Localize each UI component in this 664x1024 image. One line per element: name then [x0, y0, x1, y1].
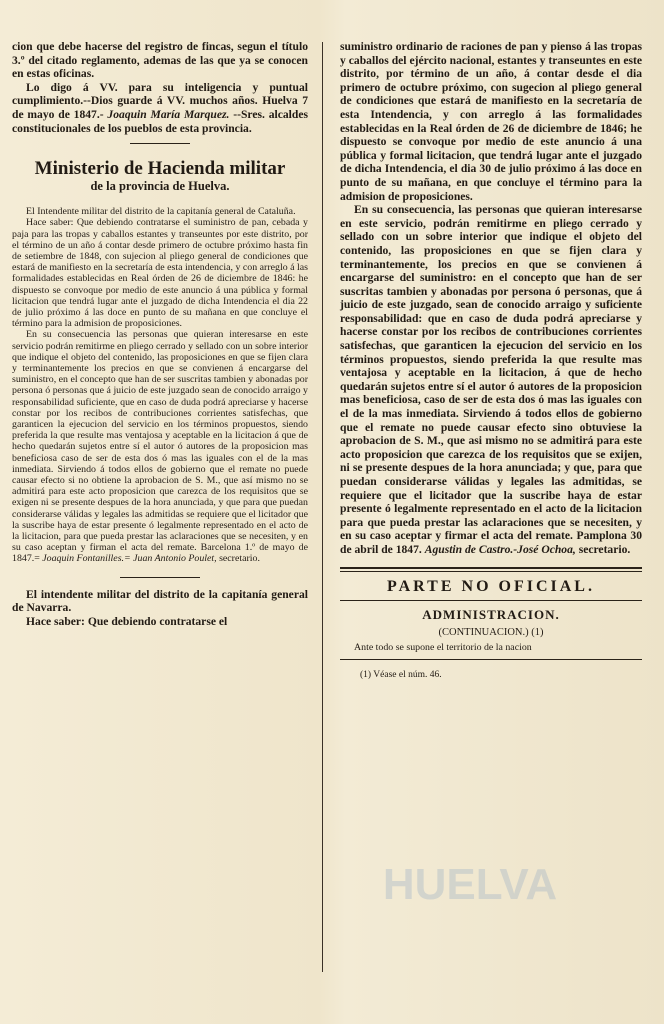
paragraph-consecuencia-1 [12, 329, 308, 564]
paragraph-digo [12, 81, 308, 135]
paragraph-digo-text: Lo digo á VV. para su inteligencia y puntual cumplimiento.--Dios guarde á VV. muchos años. Huelva 7 de mayo de 1847.- [12, 80, 308, 121]
paragraph-ante-todo: Ante todo se supone el territorio de la nacion [354, 641, 532, 653]
section-rule [130, 143, 190, 144]
double-rule [340, 567, 642, 572]
footnote-rule [340, 659, 642, 660]
administracion-heading: ADMINISTRACION. [422, 606, 560, 622]
left-column [12, 40, 308, 628]
signature-marquez: Joaquin María Marquez. [107, 107, 230, 121]
signature-castro: Agustin de Castro.-José Ochoa, [424, 542, 576, 556]
paragraph-intendente-navarra: El intendente militar del distrito de la capitanía general de Navarra. [12, 587, 308, 615]
parte-no-oficial-heading: PARTE NO OFICIAL. [387, 577, 595, 595]
paragraph-digo-tail: --Sres. alcaldes constitucionales de los pueblos de esta provincia. [12, 107, 308, 135]
section-rule-2 [120, 577, 200, 578]
paragraph-consecuencia-2-text: En su consecuencia, las personas que quieran interesarse en este servicio, podrán remitirme en pliego cerrado y sellado con un sobre interior que indique el objeto del contenido, las proposiciones en que se fijen clara y terminantemente, los precios en que se convienen á encargarse del suministro: en el concepto que han de ser suscritas tambien y abonadas por persona ó personas, que á juicio de este juzgado, sean de conocido arraigo y suficiente responsabilidad: que en caso de duda podrá apreciarse y hacerse constar por los recibos de contribuciones corrientes satisfechas, que garanticen la ejecucion del servicio en los términos propuestos, siendo preferida la que resulte mas ventajosa y aceptable en la licitacion, á que de hecho quedarán sujetos entre sí el autor ó autores de la proposicion mas beneficiosa, caso de ser de esta dos ó mas las iguales con el de la mas inmediata. Sirviendo á todos ellos de gobierno que el remate no puede causar efecto sino obtuviese la aprobacion de S. M., que asi mismo no se admitirá para este acto proposicion que carezca de los requisitos que se exijen, ni se presente despues de la hora anunciada; y que, para que puedan considerarse válidas y legales las admitidas, se requiere que el licitador que la suscribe haya de estar presente ó legalmente representado en el acto de la licitacion para que pueda prestar las aclaraciones que se necesiten, y en su caso aceptar y firmar el acta del remate. Pamplona 30 de abril de 1847. [340, 203, 642, 556]
paragraph-consecuencia-1-tail: secretario. [219, 553, 260, 565]
paragraph-suministro: suministro ordinario de raciones de pan y pienso á las tropas y caballos del ejército nacional, estantes y transeuntes en este distrito, por término de un año, á contar desde el dia primero de octubre próximo, con sugecion al pliego general de condiciones que estará de manifiesto en la secretaría de esta Intendencia, y con arreglo á las formalidades establecidas en la Real órden de 26 de diciembre de 1846; he dispuesto se convoque por medio de este anuncio á una pública y formal licitacion, que tendrá lugar ante el juzgado de dicha Intendencia, el dia 30 de julio próximo á las doce en punto de su mañana, en que concluye el término para la admision de proposiciones. [340, 40, 642, 203]
right-column [340, 40, 642, 680]
signature-fontanilles: Joaquin Fontanilles.= Juan Antonio Poulet, [42, 553, 217, 565]
paragraph-registro: cion que debe hacerse del registro de fincas, segun el título 3.º del citado reglamento, ademas de las que ya se conocen en estas oficinas. [12, 40, 308, 81]
parte-rule [340, 600, 642, 601]
section-heading: Ministerio de Hacienda militar [34, 158, 286, 180]
paragraph-intendente-cataluna: El Intendente militar del distrito de la capitanía general de Cataluña. [26, 206, 296, 218]
paragraph-hace-saber-2: Hace saber: Que debiendo contratarse el [26, 614, 228, 628]
paragraph-hace-saber-1: Hace saber: Que debiendo contratarse el suministro de pan, cebada y paja para las tropas y caballos estantes y transeuntes por este distrito, por el término de un año á contar desde primero de octubre próximo hasta fin de setiembre de 1848, con sujecion al pliego general de condiciones que estará de manifiesto en la secretaría de esta intendencia, y con arreglo á las formalidades establecidas en Real órden de 26 de diciembre de 1846: he dispuesto se convoque por medio de este anuncio á una pública y formal licitacion que tendrá lugar ante el juzgado de dicha Intendencia el dia 22 de julio próximo á las doce en punto de su mañana en que concluye el término para la admision de proposiciones. [12, 217, 308, 330]
footnote: (1) Véase el núm. 46. [360, 669, 442, 680]
continuacion-label: (CONTINUACION.) (1) [438, 626, 544, 638]
paragraph-consecuencia-2-tail: secretario. [578, 542, 631, 556]
column-divider [322, 42, 323, 972]
library-watermark: HUELVA [382, 860, 558, 909]
paragraph-consecuencia-2 [340, 203, 642, 556]
section-subheading: de la provincia de Huelva. [90, 179, 230, 194]
paragraph-consecuencia-1-text: En su consecuencia las personas que quieran interesarse en este servicio podrán remitirme en pliego cerrado y sellado con un sobre interior que indique el objeto del contenido, las proposiciones en que se fijen clara y terminantemente los precios en que se convienen á encargarse del suministro, en el concepto que han de ser suscritas tambien y abonadas por persona ó personas que á juicio de este juzgado sean de conocido arraigo y responsabilidad suficiente, que en caso de duda podrá apreciarse y hacerse constar por los recibos de contribuciones corrientes satisfechas, que garanticen la ejecucion del servicio en los términos propuestos, siendo preferida la que resulte mas ventajosa y aceptable en la licitacion á que de hecho quedarán sujetos entre sí el autor ó autores de la proposicion mas beneficiosa caso de ser de esta dos ó mas las iguales con el de la mas inmediata. Sirviendo á todos ellos de gobierno que el remate no puede causar efecto si no obtiene la aprobacion de S. M., que así mismo no se admitirá para este acto proposicion que carezca de los requisitos que se exigen ni se presente despues de la hora anunciada, y que para que puedan considerarse válidas y legales las admitidas se requiere que el licitador que la suscribe haya de estar presente ó legalmente representado en el acto de la licitacion, para que pueda prestar las aclaraciones que se necesiten, y en su caso aceptan y firman el acta del remate. Barcelona 1.º de mayo de 1847.= [12, 329, 308, 565]
